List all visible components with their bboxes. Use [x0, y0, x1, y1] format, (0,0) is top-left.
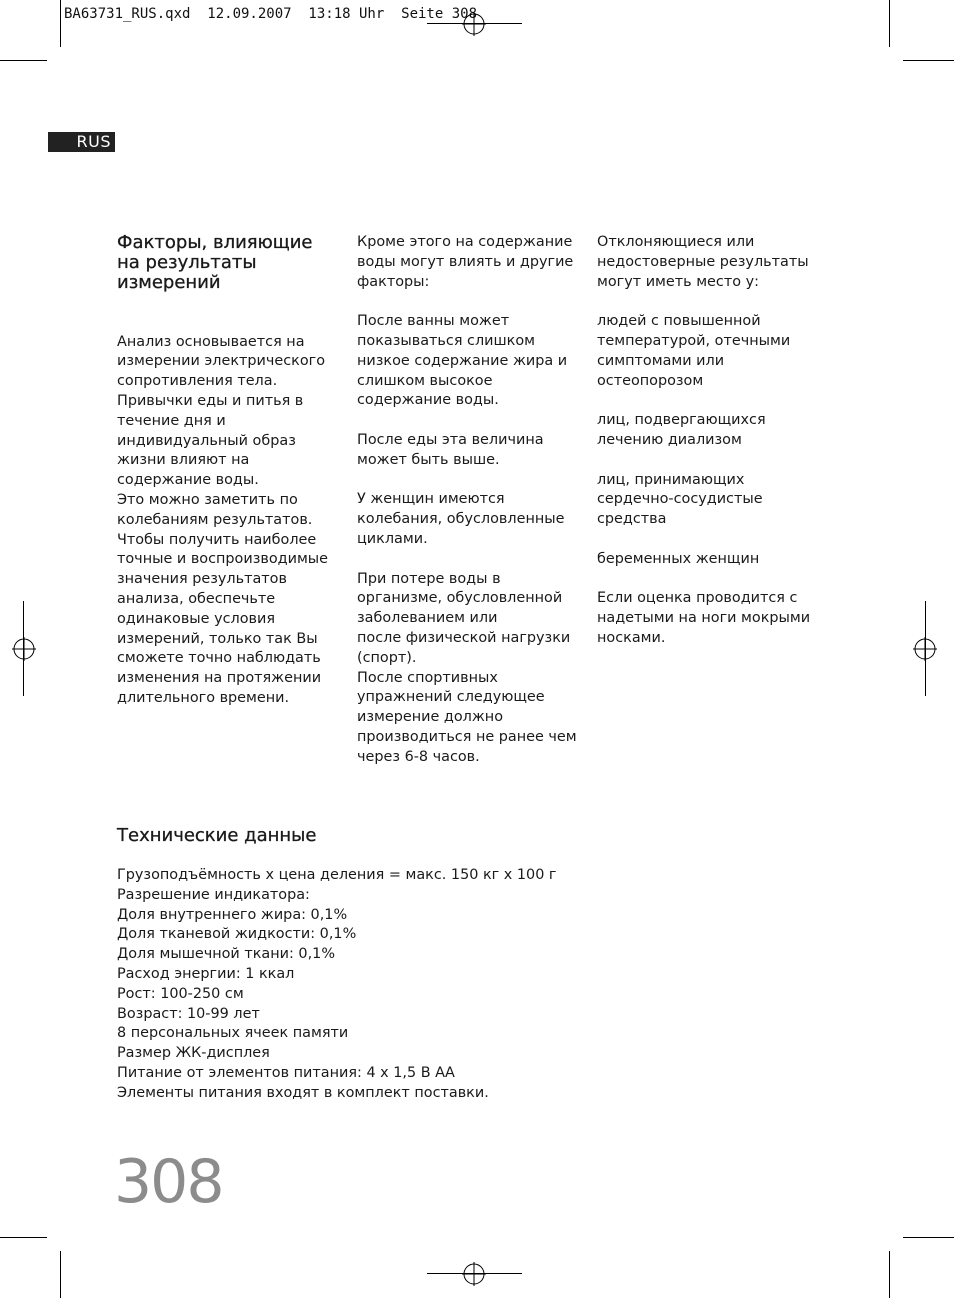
spacer — [357, 411, 587, 431]
section-heading-technical-data: Технические данные — [117, 825, 317, 846]
spacer — [597, 451, 827, 471]
registration-mark-top-icon — [462, 12, 486, 36]
registration-mark-right-icon — [913, 637, 937, 661]
paragraph-bath: После ванны может показываться слишком низкое содержание жира и слишком высокое содержание воды. — [357, 313, 568, 409]
tech-line: Грузоподъёмность x цена деления = макс. 150 кг x 100 г — [117, 867, 557, 883]
tech-line: Доля тканевой жидкости: 0,1% — [117, 926, 357, 943]
spacer — [597, 391, 827, 411]
paragraph-wet-socks: Если оценка проводится с надетыми на ноги мокрыми носками. — [597, 590, 811, 646]
paragraph-analysis: Анализ основывается на измерении электрического сопротивления тела. Привычки еды и питья в течение дня и индивидуальный образ жизни влияют на содержание воды. Это можно заметить по колебаниям результатов. Чтобы получить наиболее точные и воспроизводимые значения результатов анализа, обеспечьте одинаковые условия измерений, только так Вы сможете точно наблюдать изменения на протяжении длительного времени. — [117, 333, 329, 706]
crop-mark-tr-v — [889, 0, 890, 47]
paragraph-pregnant: беременных женщин — [597, 550, 760, 567]
technical-data-section — [117, 826, 617, 1104]
spacer — [597, 292, 827, 312]
spacer — [597, 530, 827, 550]
page-number: 308 — [114, 1147, 223, 1217]
registration-mark-bottom-icon — [462, 1262, 486, 1286]
column-other-factors — [357, 233, 587, 768]
paragraph-fever: людей с повышенной температурой, отечными симптомами или остеопорозом — [597, 313, 791, 389]
paragraph-cardio: лиц, принимающих сердечно-сосудистые средства — [597, 471, 763, 528]
column-factors — [117, 233, 347, 709]
spacer — [357, 471, 587, 491]
paragraph-intro: Кроме этого на содержание воды могут влиять и другие факторы: — [357, 234, 574, 290]
spacer — [357, 292, 587, 312]
paragraph-meal: После еды эта величина может быть выше. — [357, 431, 544, 468]
paragraph-deviations-intro: Отклоняющиеся или недостоверные результаты могут иметь место у: — [597, 234, 809, 290]
paragraph-women: У женщин имеются колебания, обусловленные циклами. — [357, 491, 565, 547]
crop-mark-br-v — [889, 1251, 890, 1298]
crop-mark-tl-v — [60, 0, 61, 47]
print-slug: BA63731_RUS.qxd 12.09.2007 13:18 Uhr Seite 308 — [64, 6, 478, 22]
column-deviations — [597, 233, 827, 649]
tech-line: Рост: 100-250 см — [117, 985, 244, 1002]
tech-line: Размер ЖК-дисплея — [117, 1045, 270, 1062]
tech-line: 8 персональных ячеек памяти — [117, 1025, 349, 1042]
language-tag: RUS — [48, 132, 115, 152]
tech-line: Питание от элементов питания: 4 x 1,5 В АА — [117, 1064, 455, 1081]
spacer — [117, 293, 347, 333]
section-heading-factors: Факторы, влияющие на результаты измерений — [117, 232, 313, 293]
tech-line: Доля внутреннего жира: 0,1% — [117, 906, 348, 923]
paragraph-water-loss: При потере воды в организме, обусловленной заболеванием или после физической нагрузки (спорт). После спортивных упражнений следующее измерение должно производиться не ранее чем через 6-8 часов. — [357, 570, 577, 765]
tech-line: Разрешение индикатора: — [117, 886, 310, 903]
crop-mark-bl-h — [0, 1237, 47, 1238]
tech-line: Возраст: 10-99 лет — [117, 1005, 260, 1022]
crop-mark-br-h — [903, 1237, 954, 1238]
crop-mark-tl-h — [0, 60, 47, 61]
spacer — [357, 550, 587, 570]
tech-line: Элементы питания входят в комплект поставки. — [117, 1084, 489, 1101]
spacer — [597, 570, 827, 590]
crop-mark-bl-v — [60, 1251, 61, 1298]
registration-mark-left-icon — [12, 637, 36, 661]
tech-line: Доля мышечной ткани: 0,1% — [117, 946, 335, 963]
tech-line: Расход энергии: 1 ккал — [117, 965, 295, 982]
paragraph-dialysis: лиц, подвергающихся лечению диализом — [597, 412, 766, 448]
crop-mark-tr-h — [903, 60, 954, 61]
